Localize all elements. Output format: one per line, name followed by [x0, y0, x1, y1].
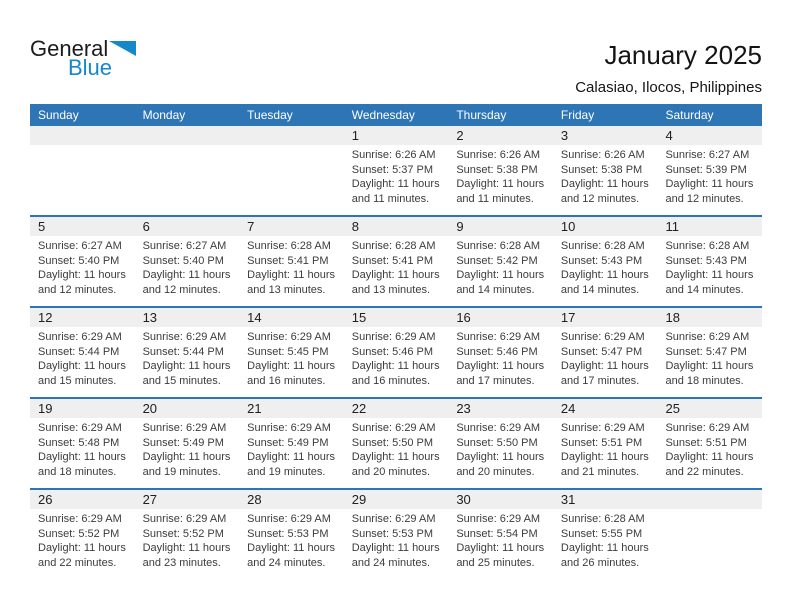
daylight-line1-text: Daylight: 11 hours: [560, 542, 649, 554]
sunrise-text: Sunrise: 6:29 AM: [142, 331, 227, 343]
daylight-line2-text: and 11 minutes.: [456, 192, 534, 205]
day-number: 30: [456, 492, 471, 507]
day-cell: [448, 236, 553, 306]
day-detail-band: [30, 236, 762, 306]
sunset-text: Sunset: 5:55 PM: [560, 527, 643, 540]
week-row: [30, 488, 762, 579]
day-cell: [553, 509, 658, 579]
sunset-text: Sunset: 5:43 PM: [560, 254, 643, 267]
daylight-line1-text: Daylight: 11 hours: [38, 360, 126, 372]
sunset-text: Sunset: 5:53 PM: [247, 527, 329, 540]
empty-day-cell: [239, 145, 344, 215]
day-cell: [448, 418, 553, 488]
sunset-text: Sunset: 5:42 PM: [456, 254, 538, 267]
daylight-line1-text: Daylight: 11 hours: [247, 269, 336, 281]
sunrise-text: Sunrise: 6:29 AM: [142, 422, 227, 434]
daylight-line2-text: and 20 minutes.: [351, 465, 431, 478]
daylight-line1-text: Daylight: 11 hours: [351, 269, 440, 281]
sunrise-text: Sunrise: 6:29 AM: [351, 513, 436, 525]
weekday-header-sunday: Sunday: [38, 108, 79, 122]
day-number: 11: [665, 219, 679, 234]
daylight-line2-text: and 24 minutes.: [351, 556, 431, 569]
daylight-line2-text: and 16 minutes.: [247, 374, 326, 387]
day-cell: [135, 236, 240, 306]
daylight-line2-text: and 18 minutes.: [38, 465, 117, 478]
day-number: 21: [247, 401, 262, 416]
daylight-line1-text: Daylight: 11 hours: [665, 360, 754, 372]
daylight-line1-text: Daylight: 11 hours: [351, 451, 440, 463]
sunset-text: Sunset: 5:38 PM: [456, 163, 538, 176]
day-cell: [344, 327, 449, 397]
sunrise-text: Sunrise: 6:27 AM: [142, 240, 227, 252]
day-number: 5: [38, 219, 46, 234]
sunset-text: Sunset: 5:50 PM: [456, 436, 538, 449]
daylight-line1-text: Daylight: 11 hours: [142, 269, 231, 281]
day-number: 4: [665, 128, 673, 143]
sunset-text: Sunset: 5:41 PM: [351, 254, 434, 267]
daylight-line1-text: Daylight: 11 hours: [351, 360, 440, 372]
sunset-text: Sunset: 5:40 PM: [142, 254, 224, 267]
daylight-line2-text: and 14 minutes.: [665, 283, 744, 296]
sunrise-text: Sunrise: 6:29 AM: [351, 422, 436, 434]
day-cell: [344, 509, 449, 579]
sunrise-text: Sunrise: 6:29 AM: [456, 513, 541, 525]
day-number: 28: [247, 492, 262, 507]
daylight-line1-text: Daylight: 11 hours: [142, 451, 231, 463]
daylight-line2-text: and 21 minutes.: [560, 465, 640, 478]
daylight-line2-text: and 20 minutes.: [456, 465, 535, 478]
weekday-header-tuesday: Tuesday: [247, 108, 293, 122]
empty-day-cell: [135, 145, 240, 215]
sunrise-text: Sunrise: 6:26 AM: [456, 149, 541, 161]
sunrise-text: Sunrise: 6:28 AM: [560, 513, 645, 525]
daylight-line1-text: Daylight: 11 hours: [456, 178, 545, 190]
day-cell: [30, 418, 135, 488]
sunrise-text: Sunrise: 6:29 AM: [456, 422, 541, 434]
day-number: 23: [456, 401, 471, 416]
day-number: 1: [351, 128, 359, 143]
daylight-line1-text: Daylight: 11 hours: [560, 360, 649, 372]
sunrise-text: Sunrise: 6:26 AM: [351, 149, 436, 161]
sunset-text: Sunset: 5:47 PM: [560, 345, 643, 358]
day-cell: [657, 145, 762, 215]
daylight-line1-text: Daylight: 11 hours: [38, 269, 126, 281]
daylight-line1-text: Daylight: 11 hours: [456, 269, 545, 281]
sunrise-text: Sunrise: 6:28 AM: [665, 240, 750, 252]
day-detail-band: [30, 418, 762, 488]
day-cell: [239, 236, 344, 306]
daylight-line1-text: Daylight: 11 hours: [38, 451, 126, 463]
daylight-line1-text: Daylight: 11 hours: [142, 542, 231, 554]
day-cell: [30, 509, 135, 579]
day-cell: [553, 236, 658, 306]
daylight-line1-text: Daylight: 11 hours: [351, 542, 440, 554]
daylight-line1-text: Daylight: 11 hours: [560, 269, 649, 281]
calendar-weeks: [30, 126, 762, 579]
day-cell: [657, 327, 762, 397]
day-number-band: [30, 490, 762, 509]
empty-day-cell: [657, 509, 762, 579]
daylight-line2-text: and 14 minutes.: [456, 283, 535, 296]
daylight-line1-text: Daylight: 11 hours: [351, 178, 440, 190]
day-number: 24: [560, 401, 576, 416]
sunrise-text: Sunrise: 6:28 AM: [351, 240, 436, 252]
week-row: [30, 397, 762, 488]
day-number: 27: [142, 492, 158, 507]
sunset-text: Sunset: 5:46 PM: [456, 345, 538, 358]
daylight-line2-text: and 17 minutes.: [456, 374, 535, 387]
day-cell: [344, 145, 449, 215]
day-cell: [344, 236, 449, 306]
sunrise-text: Sunrise: 6:27 AM: [38, 240, 122, 252]
day-number-band: [30, 217, 762, 236]
day-cell: [448, 145, 553, 215]
day-number: 6: [142, 219, 150, 234]
day-cell: [30, 327, 135, 397]
sunrise-text: Sunrise: 6:29 AM: [38, 422, 122, 434]
sunset-text: Sunset: 5:37 PM: [351, 163, 434, 176]
weekday-header-saturday: Saturday: [665, 108, 714, 122]
daylight-line1-text: Daylight: 11 hours: [560, 178, 649, 190]
day-number: 2: [456, 128, 464, 143]
location-subtitle: Calasiao, Ilocos, Philippines: [575, 79, 762, 96]
daylight-line1-text: Daylight: 11 hours: [665, 269, 754, 281]
day-number: 13: [142, 310, 158, 325]
day-cell: [553, 327, 658, 397]
day-number: 19: [38, 401, 53, 416]
sunrise-text: Sunrise: 6:29 AM: [351, 331, 436, 343]
sunset-text: Sunset: 5:47 PM: [665, 345, 747, 358]
daylight-line2-text: and 22 minutes.: [665, 465, 744, 478]
day-cell: [239, 418, 344, 488]
day-cell: [239, 509, 344, 579]
day-detail-band: [30, 145, 762, 215]
day-number: 14: [247, 310, 262, 325]
sunset-text: Sunset: 5:40 PM: [38, 254, 120, 267]
daylight-line2-text: and 12 minutes.: [38, 283, 117, 296]
daylight-line2-text: and 16 minutes.: [351, 374, 431, 387]
daylight-line2-text: and 24 minutes.: [247, 556, 326, 569]
day-cell: [553, 418, 658, 488]
daylight-line2-text: and 13 minutes.: [351, 283, 431, 296]
daylight-line2-text: and 12 minutes.: [665, 192, 744, 205]
day-number: 7: [247, 219, 255, 234]
sunset-text: Sunset: 5:46 PM: [351, 345, 434, 358]
sunset-text: Sunset: 5:51 PM: [665, 436, 747, 449]
sunset-text: Sunset: 5:49 PM: [247, 436, 329, 449]
daylight-line2-text: and 15 minutes.: [142, 374, 221, 387]
day-cell: [239, 327, 344, 397]
daylight-line2-text: and 19 minutes.: [247, 465, 326, 478]
daylight-line1-text: Daylight: 11 hours: [247, 360, 336, 372]
daylight-line2-text: and 18 minutes.: [665, 374, 744, 387]
sunrise-text: Sunrise: 6:29 AM: [247, 513, 331, 525]
day-cell: [135, 327, 240, 397]
sunrise-text: Sunrise: 6:29 AM: [247, 331, 331, 343]
day-number: 3: [560, 128, 569, 143]
daylight-line2-text: and 23 minutes.: [142, 556, 221, 569]
sunrise-text: Sunrise: 6:27 AM: [665, 149, 750, 161]
daylight-line2-text: and 13 minutes.: [247, 283, 326, 296]
sunrise-text: Sunrise: 6:28 AM: [247, 240, 331, 252]
daylight-line1-text: Daylight: 11 hours: [560, 451, 649, 463]
day-number: 20: [142, 401, 158, 416]
day-number: 9: [456, 219, 464, 234]
sunset-text: Sunset: 5:53 PM: [351, 527, 434, 540]
day-number: 12: [38, 310, 53, 325]
day-detail-band: [30, 509, 762, 579]
daylight-line2-text: and 11 minutes.: [351, 192, 430, 205]
sunrise-text: Sunrise: 6:29 AM: [560, 331, 645, 343]
daylight-line2-text: and 12 minutes.: [142, 283, 221, 296]
daylight-line1-text: Daylight: 11 hours: [142, 360, 231, 372]
day-number: 16: [456, 310, 471, 325]
sunset-text: Sunset: 5:52 PM: [142, 527, 224, 540]
daylight-line1-text: Daylight: 11 hours: [247, 451, 336, 463]
day-cell: [448, 327, 553, 397]
day-number-band: [30, 308, 762, 327]
day-number: 25: [665, 401, 680, 416]
day-detail-band: [30, 327, 762, 397]
daylight-line1-text: Daylight: 11 hours: [665, 451, 754, 463]
sunrise-text: Sunrise: 6:28 AM: [560, 240, 645, 252]
day-number: 8: [351, 219, 359, 234]
sunrise-text: Sunrise: 6:29 AM: [665, 422, 750, 434]
daylight-line2-text: and 19 minutes.: [142, 465, 221, 478]
day-cell: [657, 418, 762, 488]
sunset-text: Sunset: 5:50 PM: [351, 436, 434, 449]
weekday-header-monday: Monday: [142, 108, 186, 122]
day-number: 29: [351, 492, 367, 507]
day-number-band: [30, 126, 762, 145]
day-number: 10: [560, 219, 576, 234]
logo-general-label: General: [30, 36, 109, 61]
sunset-text: Sunset: 5:43 PM: [665, 254, 747, 267]
weekday-header-friday: Friday: [560, 108, 595, 122]
daylight-line2-text: and 17 minutes.: [560, 374, 640, 387]
sunrise-text: Sunrise: 6:26 AM: [560, 149, 645, 161]
sunset-text: Sunset: 5:38 PM: [560, 163, 643, 176]
sunset-text: Sunset: 5:51 PM: [560, 436, 643, 449]
day-cell: [657, 236, 762, 306]
daylight-line2-text: and 14 minutes.: [560, 283, 640, 296]
daylight-line1-text: Daylight: 11 hours: [665, 178, 754, 190]
sunset-text: Sunset: 5:49 PM: [142, 436, 224, 449]
day-cell: [135, 418, 240, 488]
sunrise-text: Sunrise: 6:29 AM: [665, 331, 750, 343]
day-cell: [30, 236, 135, 306]
day-cell: [448, 509, 553, 579]
day-cell: [344, 418, 449, 488]
week-row: [30, 126, 762, 215]
week-row: [30, 215, 762, 306]
day-number: 31: [560, 492, 576, 507]
daylight-line1-text: Daylight: 11 hours: [38, 542, 126, 554]
sunrise-text: Sunrise: 6:29 AM: [38, 331, 122, 343]
sunset-text: Sunset: 5:54 PM: [456, 527, 538, 540]
daylight-line2-text: and 25 minutes.: [456, 556, 535, 569]
daylight-line2-text: and 15 minutes.: [38, 374, 117, 387]
week-row: [30, 306, 762, 397]
day-cell: [553, 145, 658, 215]
weekday-header-wednesday: Wednesday: [351, 108, 415, 122]
sunrise-text: Sunrise: 6:29 AM: [142, 513, 227, 525]
general-blue-logo: [30, 36, 136, 81]
sunset-text: Sunset: 5:44 PM: [142, 345, 224, 358]
day-number: 26: [38, 492, 53, 507]
logo-triangle-icon: [109, 41, 136, 56]
weekday-header-thursday: Thursday: [456, 108, 507, 122]
daylight-line2-text: and 12 minutes.: [560, 192, 640, 205]
page-title: January 2025: [604, 40, 762, 70]
sunrise-text: Sunrise: 6:29 AM: [38, 513, 122, 525]
calendar-table: [30, 104, 762, 579]
daylight-line1-text: Daylight: 11 hours: [456, 360, 545, 372]
sunrise-text: Sunrise: 6:28 AM: [456, 240, 541, 252]
sunset-text: Sunset: 5:41 PM: [247, 254, 329, 267]
sunset-text: Sunset: 5:48 PM: [38, 436, 120, 449]
day-number: 17: [560, 310, 576, 325]
daylight-line2-text: and 26 minutes.: [560, 556, 640, 569]
sunset-text: Sunset: 5:44 PM: [38, 345, 120, 358]
sunset-text: Sunset: 5:39 PM: [665, 163, 747, 176]
logo-text-blue: Blue: [68, 55, 113, 80]
day-number: 18: [665, 310, 680, 325]
daylight-line1-text: Daylight: 11 hours: [456, 542, 545, 554]
sunset-text: Sunset: 5:52 PM: [38, 527, 120, 540]
sunrise-text: Sunrise: 6:29 AM: [456, 331, 541, 343]
day-number: 22: [351, 401, 367, 416]
daylight-line1-text: Daylight: 11 hours: [456, 451, 545, 463]
sunrise-text: Sunrise: 6:29 AM: [560, 422, 645, 434]
day-number: 15: [351, 310, 367, 325]
daylight-line2-text: and 22 minutes.: [38, 556, 117, 569]
day-cell: [135, 509, 240, 579]
daylight-line1-text: Daylight: 11 hours: [247, 542, 336, 554]
day-number-band: [30, 399, 762, 418]
weekday-header-row: [30, 104, 762, 126]
sunset-text: Sunset: 5:45 PM: [247, 345, 329, 358]
sunrise-text: Sunrise: 6:29 AM: [247, 422, 331, 434]
empty-day-cell: [30, 145, 135, 215]
